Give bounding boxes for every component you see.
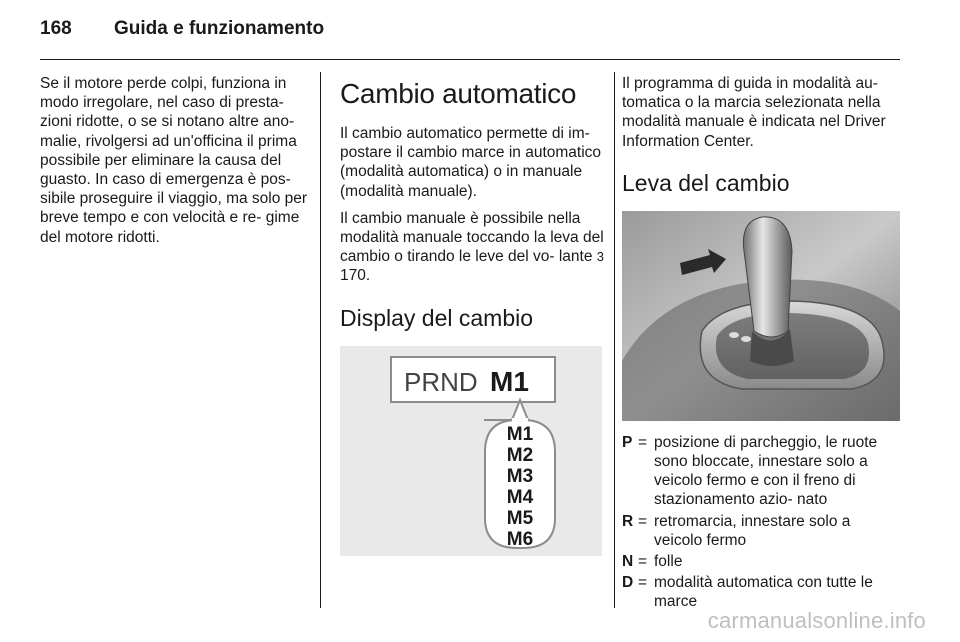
heading-automatic-transmission: Cambio automatico bbox=[340, 78, 577, 109]
page-reference-icon: 3 bbox=[596, 249, 604, 265]
definition-row-n bbox=[622, 552, 902, 571]
display-prnd-text: PRND bbox=[404, 366, 478, 397]
gear-option-m1: M1 bbox=[506, 423, 534, 445]
page-number: 168 bbox=[40, 18, 72, 39]
definition-row-r bbox=[622, 512, 902, 550]
definition-key: N bbox=[622, 553, 634, 571]
gear-display-figure bbox=[340, 346, 602, 556]
gear-lever-photo bbox=[622, 211, 900, 421]
gear-display-illustration bbox=[340, 346, 602, 556]
intro-paragraph: Il cambio automatico permette di im- postare il cambio marce in automatico (modalità automatica) o in manuale (modalità manuale). bbox=[340, 125, 602, 200]
driver-info-paragraph: Il programma di guida in modalità au- tomatica o la marcia selezionata nella modalità manuale è indicata nel Driver Information Center. bbox=[622, 75, 886, 150]
definition-equals: = bbox=[638, 553, 648, 571]
definition-key: P bbox=[622, 433, 633, 451]
definition-row-d bbox=[622, 573, 902, 611]
definition-text: posizione di parcheggio, le ruote sono bloccate, innestare solo a veicolo fermo e con il freno di stazionamento azio- nato bbox=[654, 433, 878, 509]
definition-key: R bbox=[622, 512, 634, 530]
manual-mode-text: Il cambio manuale è possibile nella modalità manuale toccando la leva del cambio o tirando le leve del vo- lante bbox=[340, 209, 604, 266]
column-2 bbox=[340, 74, 605, 556]
page-header bbox=[40, 18, 900, 48]
definition-equals: = bbox=[638, 512, 648, 530]
column-3 bbox=[622, 74, 902, 614]
gear-definitions bbox=[622, 433, 902, 612]
definition-row-p bbox=[622, 433, 902, 510]
column-divider-right bbox=[614, 72, 615, 608]
heading-gear-display: Display del cambio bbox=[340, 304, 534, 331]
definition-equals: = bbox=[638, 574, 648, 592]
gear-option-m5: M5 bbox=[506, 507, 534, 529]
gear-option-m4: M4 bbox=[506, 486, 534, 508]
definition-equals: = bbox=[638, 433, 648, 451]
manual-mode-paragraph bbox=[340, 209, 605, 286]
section-title: Guida e funzionamento bbox=[114, 18, 325, 39]
definition-key: D bbox=[622, 574, 634, 592]
header-rule bbox=[40, 59, 900, 60]
column-divider-left bbox=[320, 72, 321, 608]
gear-option-m2: M2 bbox=[506, 444, 534, 466]
definition-text: folle bbox=[654, 553, 683, 571]
watermark: carmanualsonline.info bbox=[707, 608, 926, 633]
page-reference-link[interactable]: 170. bbox=[340, 267, 371, 285]
gear-option-m6: M6 bbox=[506, 528, 534, 550]
definition-text: modalità automatica con tutte le marce bbox=[654, 574, 873, 611]
display-current-gear: M1 bbox=[490, 365, 529, 397]
engine-warning-paragraph: Se il motore perde colpi, funziona in modo irregolare, nel caso di presta- zioni ridotte, o se si notano altre ano- malie, rivolgersi ad un'officina il prima possibile per eliminare la causa del guasto. In caso di emergenza è pos- sibile proseguire il viaggio, ma solo per breve tempo e con velocità e re- gime del motore ridotti. bbox=[40, 75, 308, 246]
gear-list bbox=[507, 424, 534, 550]
definition-text: retromarcia, innestare solo a veicolo fermo bbox=[654, 512, 851, 549]
gear-lever-image bbox=[622, 211, 900, 421]
gear-option-m3: M3 bbox=[506, 465, 534, 487]
heading-gear-lever: Leva del cambio bbox=[622, 169, 790, 196]
column-1 bbox=[40, 74, 312, 255]
